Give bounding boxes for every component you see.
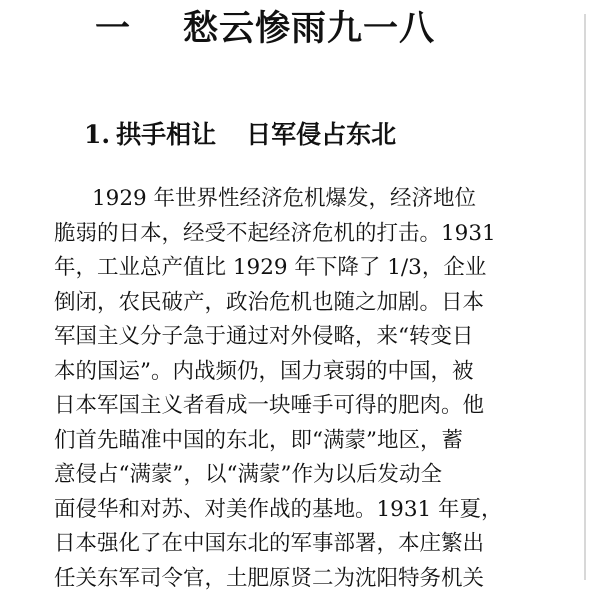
- text-line: 军国主义分子急于通过对外侵略，来“转变日: [54, 320, 554, 355]
- text-line: 意侵占“满蒙”，以“满蒙”作为以后发动全: [54, 458, 554, 493]
- chapter-number: 一: [95, 8, 131, 50]
- text-line: 倒闭，农民破产，政治危机也随之加剧。日本: [54, 286, 554, 321]
- chapter-heading: [95, 8, 515, 50]
- text-line: 本的国运”。内战频仍，国力衰弱的中国，被: [54, 355, 554, 390]
- text-line: 日本强化了在中国东北的军事部署，本庄繁出: [54, 527, 554, 562]
- section-heading: [84, 118, 514, 152]
- text-line: 脆弱的日本，经受不起经济危机的打击。1931: [54, 217, 554, 252]
- text-line: 任关东军司令官，土肥原贤二为沈阳特务机关: [54, 562, 554, 596]
- chapter-title-text: 愁云惨雨九一八: [183, 8, 435, 49]
- text-line: 们首先瞄准中国的东北，即“满蒙”地区，蓄: [54, 424, 554, 459]
- section-number: 1.: [84, 118, 110, 152]
- text-line: 面侵华和对苏、对美作战的基地。1931 年夏，: [54, 493, 554, 528]
- text-line: 日本军国主义者看成一块唾手可得的肥肉。他: [54, 389, 554, 424]
- section-title-part-a: 拱手相让: [116, 120, 216, 149]
- text-line: 1929 年世界性经济危机爆发，经济地位: [54, 182, 554, 217]
- section-title-part-b: 日军侵占东北: [246, 118, 396, 152]
- text-line: 年，工业总产值比 1929 年下降了 1/3，企业: [54, 251, 554, 286]
- page-edge-shadow: [584, 14, 586, 580]
- body-paragraph: [54, 182, 554, 596]
